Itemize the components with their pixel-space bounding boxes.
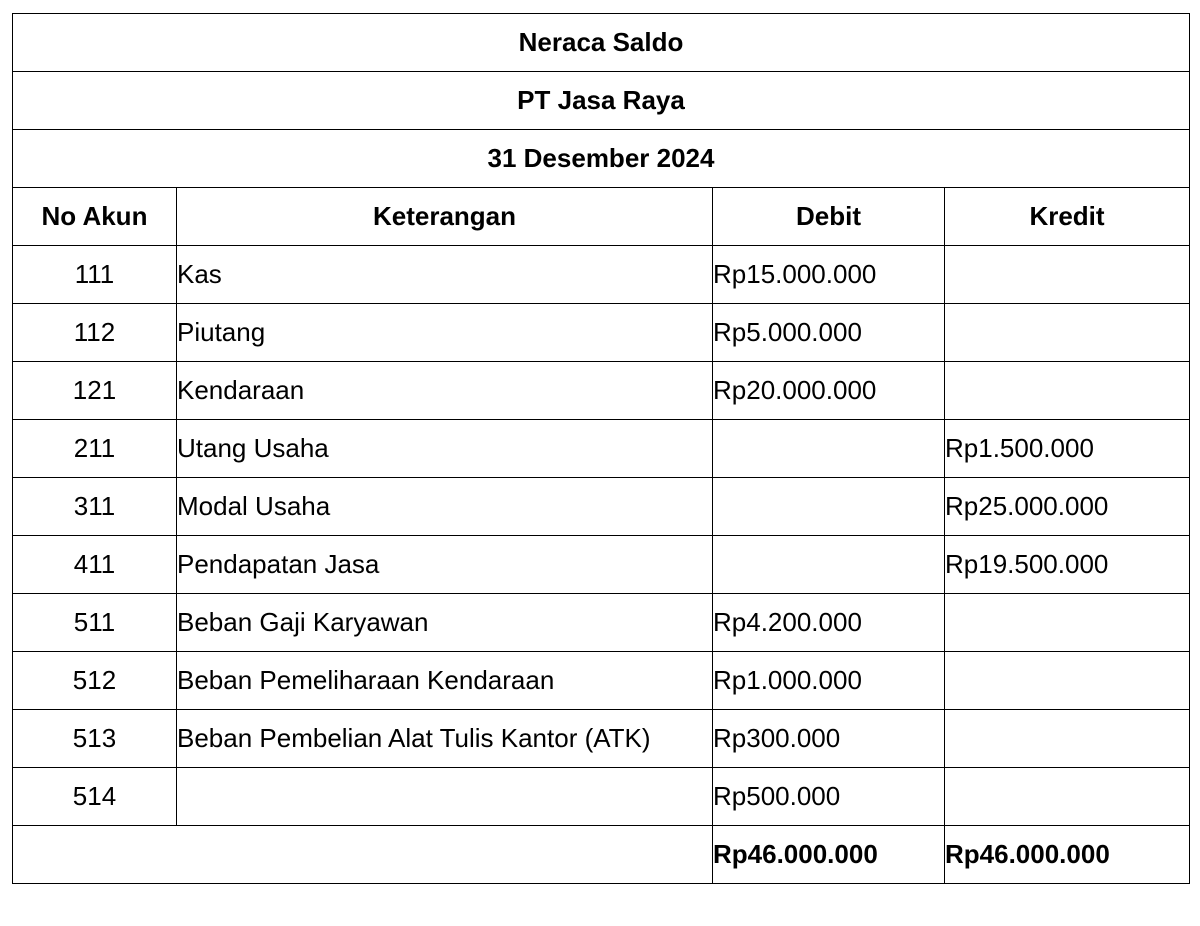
column-header-keterangan: Keterangan bbox=[177, 188, 713, 246]
kredit-cell bbox=[945, 304, 1190, 362]
debit-cell: Rp1.000.000 bbox=[713, 652, 945, 710]
description-cell: Beban Pembelian Alat Tulis Kantor (ATK) bbox=[177, 710, 713, 768]
column-header-no-akun: No Akun bbox=[13, 188, 177, 246]
debit-cell bbox=[713, 420, 945, 478]
kredit-cell: Rp19.500.000 bbox=[945, 536, 1190, 594]
trial-balance-sheet bbox=[12, 13, 1190, 884]
table-row bbox=[13, 362, 1190, 420]
total-kredit: Rp46.000.000 bbox=[945, 826, 1190, 884]
total-row bbox=[13, 826, 1190, 884]
account-number-cell: 511 bbox=[13, 594, 177, 652]
table-row bbox=[13, 768, 1190, 826]
kredit-cell: Rp1.500.000 bbox=[945, 420, 1190, 478]
account-number-cell: 311 bbox=[13, 478, 177, 536]
account-number-cell: 121 bbox=[13, 362, 177, 420]
table-row bbox=[13, 652, 1190, 710]
debit-cell bbox=[713, 536, 945, 594]
table-row bbox=[13, 246, 1190, 304]
debit-cell: Rp15.000.000 bbox=[713, 246, 945, 304]
kredit-cell: Rp25.000.000 bbox=[945, 478, 1190, 536]
debit-cell: Rp20.000.000 bbox=[713, 362, 945, 420]
description-cell bbox=[177, 768, 713, 826]
total-debit: Rp46.000.000 bbox=[713, 826, 945, 884]
table-row bbox=[13, 420, 1190, 478]
debit-cell: Rp300.000 bbox=[713, 710, 945, 768]
kredit-cell bbox=[945, 362, 1190, 420]
description-cell: Piutang bbox=[177, 304, 713, 362]
column-header-debit: Debit bbox=[713, 188, 945, 246]
column-header-kredit: Kredit bbox=[945, 188, 1190, 246]
table-row bbox=[13, 710, 1190, 768]
description-cell: Beban Pemeliharaan Kendaraan bbox=[177, 652, 713, 710]
description-cell: Utang Usaha bbox=[177, 420, 713, 478]
account-number-cell: 513 bbox=[13, 710, 177, 768]
debit-cell: Rp4.200.000 bbox=[713, 594, 945, 652]
account-number-cell: 111 bbox=[13, 246, 177, 304]
debit-cell bbox=[713, 478, 945, 536]
table-row bbox=[13, 594, 1190, 652]
trial-balance-table bbox=[12, 13, 1190, 884]
kredit-cell bbox=[945, 246, 1190, 304]
description-cell: Kendaraan bbox=[177, 362, 713, 420]
account-number-cell: 112 bbox=[13, 304, 177, 362]
table-row bbox=[13, 304, 1190, 362]
description-cell: Beban Gaji Karyawan bbox=[177, 594, 713, 652]
kredit-cell bbox=[945, 594, 1190, 652]
account-number-cell: 411 bbox=[13, 536, 177, 594]
report-date: 31 Desember 2024 bbox=[13, 130, 1190, 188]
kredit-cell bbox=[945, 652, 1190, 710]
company-name: PT Jasa Raya bbox=[13, 72, 1190, 130]
debit-cell: Rp500.000 bbox=[713, 768, 945, 826]
table-row bbox=[13, 478, 1190, 536]
total-label-cell bbox=[13, 826, 713, 884]
table-row bbox=[13, 536, 1190, 594]
description-cell: Kas bbox=[177, 246, 713, 304]
account-number-cell: 512 bbox=[13, 652, 177, 710]
table-title: Neraca Saldo bbox=[13, 14, 1190, 72]
kredit-cell bbox=[945, 768, 1190, 826]
account-number-cell: 211 bbox=[13, 420, 177, 478]
description-cell: Modal Usaha bbox=[177, 478, 713, 536]
kredit-cell bbox=[945, 710, 1190, 768]
description-cell: Pendapatan Jasa bbox=[177, 536, 713, 594]
debit-cell: Rp5.000.000 bbox=[713, 304, 945, 362]
account-number-cell: 514 bbox=[13, 768, 177, 826]
